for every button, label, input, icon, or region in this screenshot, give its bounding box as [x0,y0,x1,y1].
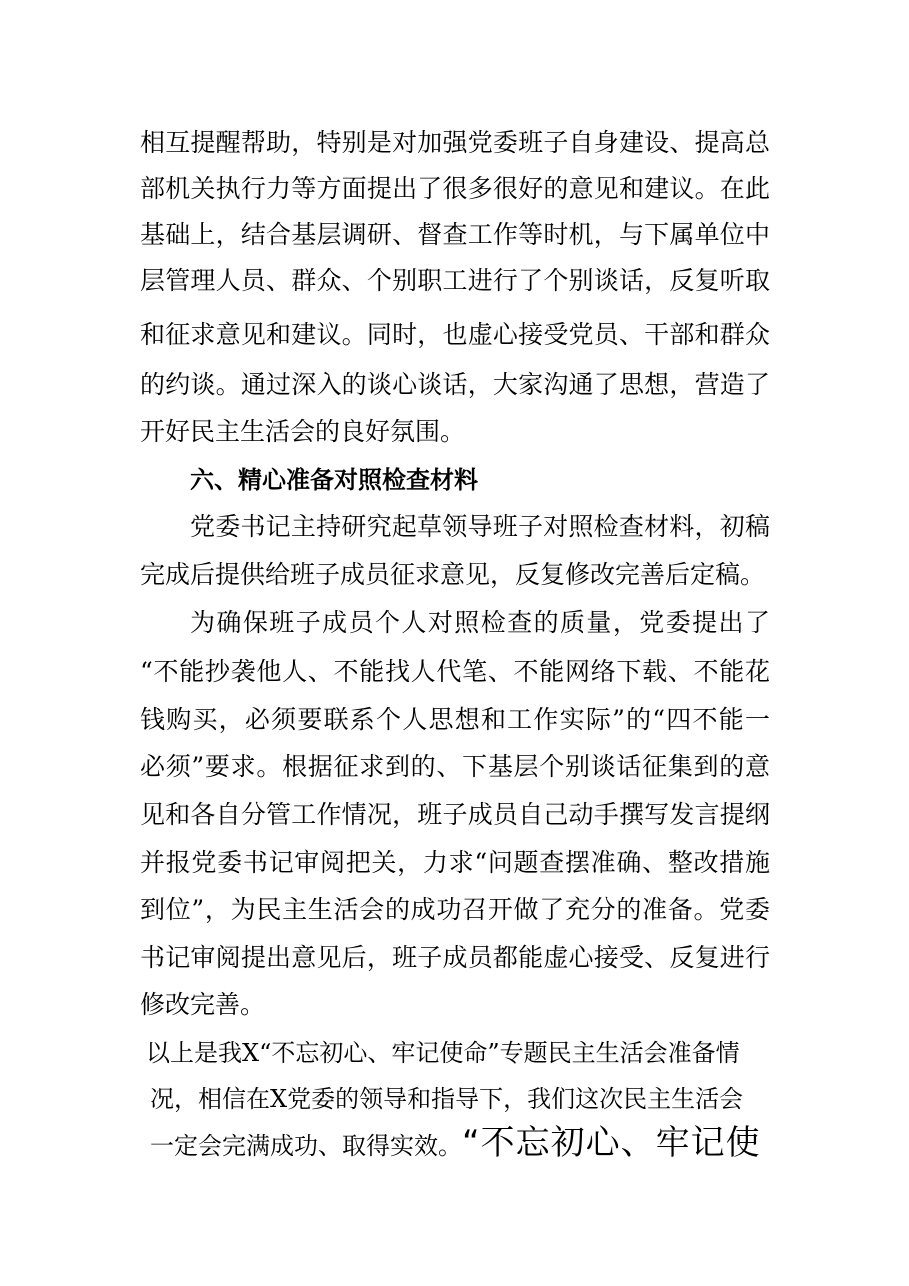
section-heading: 六、精心准备对照检查材料 [190,466,478,494]
paragraph-line: 必须”要求。根据征求到的、下基层个别谈话征集到的意 [140,752,770,781]
paragraph-line: 党委书记主持研究起草领导班子对照检查材料，初稿 [190,512,770,541]
paragraph-line: 和征求意见和建议。同时，也虚心接受党员、干部和群众 [140,320,770,349]
paragraph-line: 开好民主生活会的良好氛围。 [140,417,466,446]
paragraph-line: 书记审阅提出意见后，班子成员都能虚心接受、反复进行 [140,943,770,972]
paragraph-line: 为确保班子成员个人对照检查的质量，党委提出了 [190,608,770,637]
paragraph-line: 钱购买，必须要联系个人思想和工作实际”的“四不能一 [140,705,770,734]
paragraph-line: 完成后提供给班子成员征求意见，反复修改完善后定稿。 [140,560,766,589]
paragraph-line: 基础上，结合基层调研、督查工作等时机，与下属单位中 [140,220,770,249]
paragraph-line: 层管理人员、群众、个别职工进行了个别谈话，反复听取 [140,266,770,295]
paragraph-line: 部机关执行力等方面提出了很多很好的意见和建议。在此 [140,174,770,203]
paragraph-line: 修改完善。 [140,990,266,1019]
closing-line [150,1123,761,1163]
paragraph-line: 见和各自分管工作情况，班子成员自己动手撰写发言提纲 [140,800,770,829]
closing-line: 以上是我X“不忘初心、牢记使命”专题民主生活会准备情 [146,1039,740,1067]
closing-text: 一定会完满成功、取得实效。 [150,1132,462,1160]
paragraph-line: 并报党委书记审阅把关，力求“问题查摆准确、整改措施 [140,848,770,877]
paragraph-line: 相互提醒帮助，特别是对加强党委班子自身建设、提高总 [140,128,770,157]
paragraph-line: 到位”，为民主生活会的成功召开做了充分的准备。党委 [140,895,770,924]
closing-large-text: “不忘初心、牢记使 [462,1123,761,1163]
paragraph-line: 的约谈。通过深入的谈心谈话，大家沟通了思想，营造了 [140,370,770,399]
closing-line: 况，相信在X党委的领导和指导下，我们这次民主生活会 [150,1085,744,1113]
paragraph-line: “不能抄袭他人、不能找人代笔、不能网络下载、不能花 [140,657,770,686]
